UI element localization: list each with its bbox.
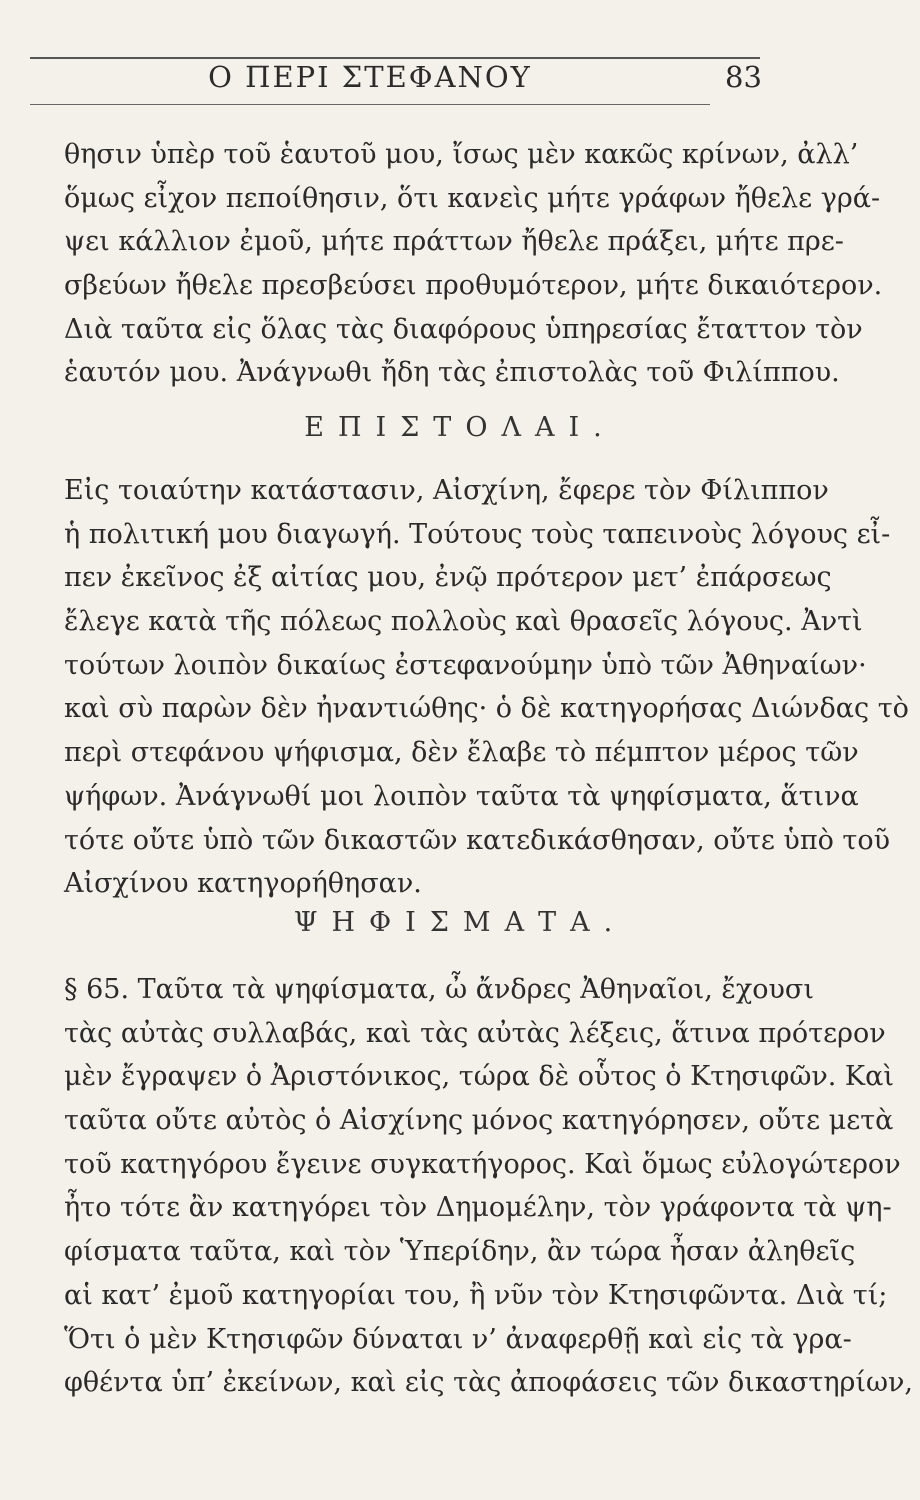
text-line: Εἰς τοιαύτην κατάστασιν, Αἰσχίνη, ἔφερε τὸν Φίλιππον (64, 475, 829, 506)
text-line: μὲν ἔγραψεν ὁ Ἀριστόνικος, τώρα δὲ οὗτος ὁ Κτησιφῶν. Καὶ (64, 1061, 894, 1093)
section-heading-letters: ΕΠΙΣΤΟΛΑΙ. (304, 412, 616, 443)
text-line: θησιν ὑπὲρ τοῦ ἑαυτοῦ μου, ἴσως μὲν κακῶς κρίνων, ἀλλ’ (64, 139, 859, 170)
text-line: ἡ πολιτική μου διαγωγή. Τούτους τοὺς ταπεινοὺς λόγους εἶ- (64, 518, 891, 550)
header-rule-bottom (30, 104, 710, 105)
text-line: τότε οὔτε ὑπὸ τῶν δικαστῶν κατεδικάσθησαν, οὔτε ὑπὸ τοῦ (64, 824, 891, 856)
text-line: Ὅτι ὁ μὲν Κτησιφῶν δύναται ν’ ἀναφερθῇ καὶ εἰς τὰ γρα- (64, 1323, 852, 1355)
text-line: ταῦτα οὔτε αὐτὸς ὁ Αἰσχίνης μόνος κατηγόρησεν, οὔτε μετὰ (64, 1105, 894, 1137)
text-line: ἑαυτόν μου. Ἀνάγνωθι ἤδη τὰς ἐπιστολὰς τοῦ Φιλίππου. (64, 357, 840, 389)
running-title: Ο ΠΕΡΙ ΣΤΕΦΑΝΟΥ (208, 60, 532, 94)
text-line: Αἰσχίνου κατηγορήθησαν. (64, 868, 422, 900)
text-line: τούτων λοιπὸν δικαίως ἐστεφανούμην ὑπὸ τῶν Ἀθηναίων· (64, 649, 867, 681)
text-line: § 65. Ταῦτα τὰ ψηφίσματα, ὦ ἄνδρες Ἀθηναῖοι, ἔχουσι (64, 974, 814, 1005)
header-rule-top (30, 57, 760, 59)
text-line: Διὰ ταῦτα εἰς ὅλας τὰς διαφόρους ὑπηρεσίας ἔταττον τὸν (64, 313, 863, 345)
text-line: σβεύων ἤθελε πρεσβεύσει προθυμότερον, μήτε δικαιότερον. (64, 270, 883, 302)
text-line: ἦτο τότε ἂν κατηγόρει τὸν Δημομέλην, τὸν γράφοντα τὰ ψη- (64, 1192, 892, 1224)
text-line: ψει κάλλιον ἐμοῦ, μήτε πράττων ἤθελε πράξει, μήτε πρε- (64, 226, 844, 258)
text-line: αἱ κατ’ ἐμοῦ κατηγορίαι του, ἢ νῦν τὸν Κτησιφῶντα. Διὰ τί; (64, 1279, 888, 1311)
text-line: τοῦ κατηγόρου ἔγεινε συγκατήγορος. Καὶ ὅμως εὐλογώτερον (64, 1148, 901, 1180)
text-line: περὶ στεφάνου ψήφισμα, δὲν ἔλαβε τὸ πέμπτον μέρος τῶν (64, 737, 859, 769)
text-line: φθέντα ὑπ’ ἐκείνων, καὶ εἰς τὰς ἀποφάσεις τῶν δικαστηρίων, (64, 1367, 914, 1399)
text-line: ψήφων. Ἀνάγνωθί μοι λοιπὸν ταῦτα τὰ ψηφίσματα, ἅτινα (64, 780, 859, 812)
text-line: καὶ σὺ παρὼν δὲν ἠναντιώθης· ὁ δὲ κατηγορήσας Διώνδας τὸ (64, 693, 909, 725)
text-line: ἔλεγε κατὰ τῆς πόλεως πολλοὺς καὶ θρασεῖς λόγους. Ἀντὶ (64, 606, 863, 638)
paragraph-2 (64, 469, 909, 906)
text-line: ὅμως εἶχον πεποίθησιν, ὅτι κανεὶς μήτε γράφων ἤθελε γρά- (64, 182, 881, 214)
paragraph-3 (64, 968, 914, 1405)
paragraph-1 (64, 133, 883, 395)
text-line: φίσματα ταῦτα, καὶ τὸν Ὑπερίδην, ἂν τώρα ἦσαν ἀληθεῖς (64, 1236, 856, 1268)
text-line: τὰς αὐτὰς συλλαβάς, καὶ τὰς αὐτὰς λέξεις, ἅτινα πρότερον (64, 1017, 886, 1049)
text-line: πεν ἐκεῖνος ἐξ αἰτίας μου, ἐνῷ πρότερον μετ’ ἐπάρσεως (64, 562, 832, 594)
section-heading-decrees: ΨΗΦΙΣΜΑΤΑ. (293, 907, 627, 938)
page-number: 83 (725, 60, 762, 94)
